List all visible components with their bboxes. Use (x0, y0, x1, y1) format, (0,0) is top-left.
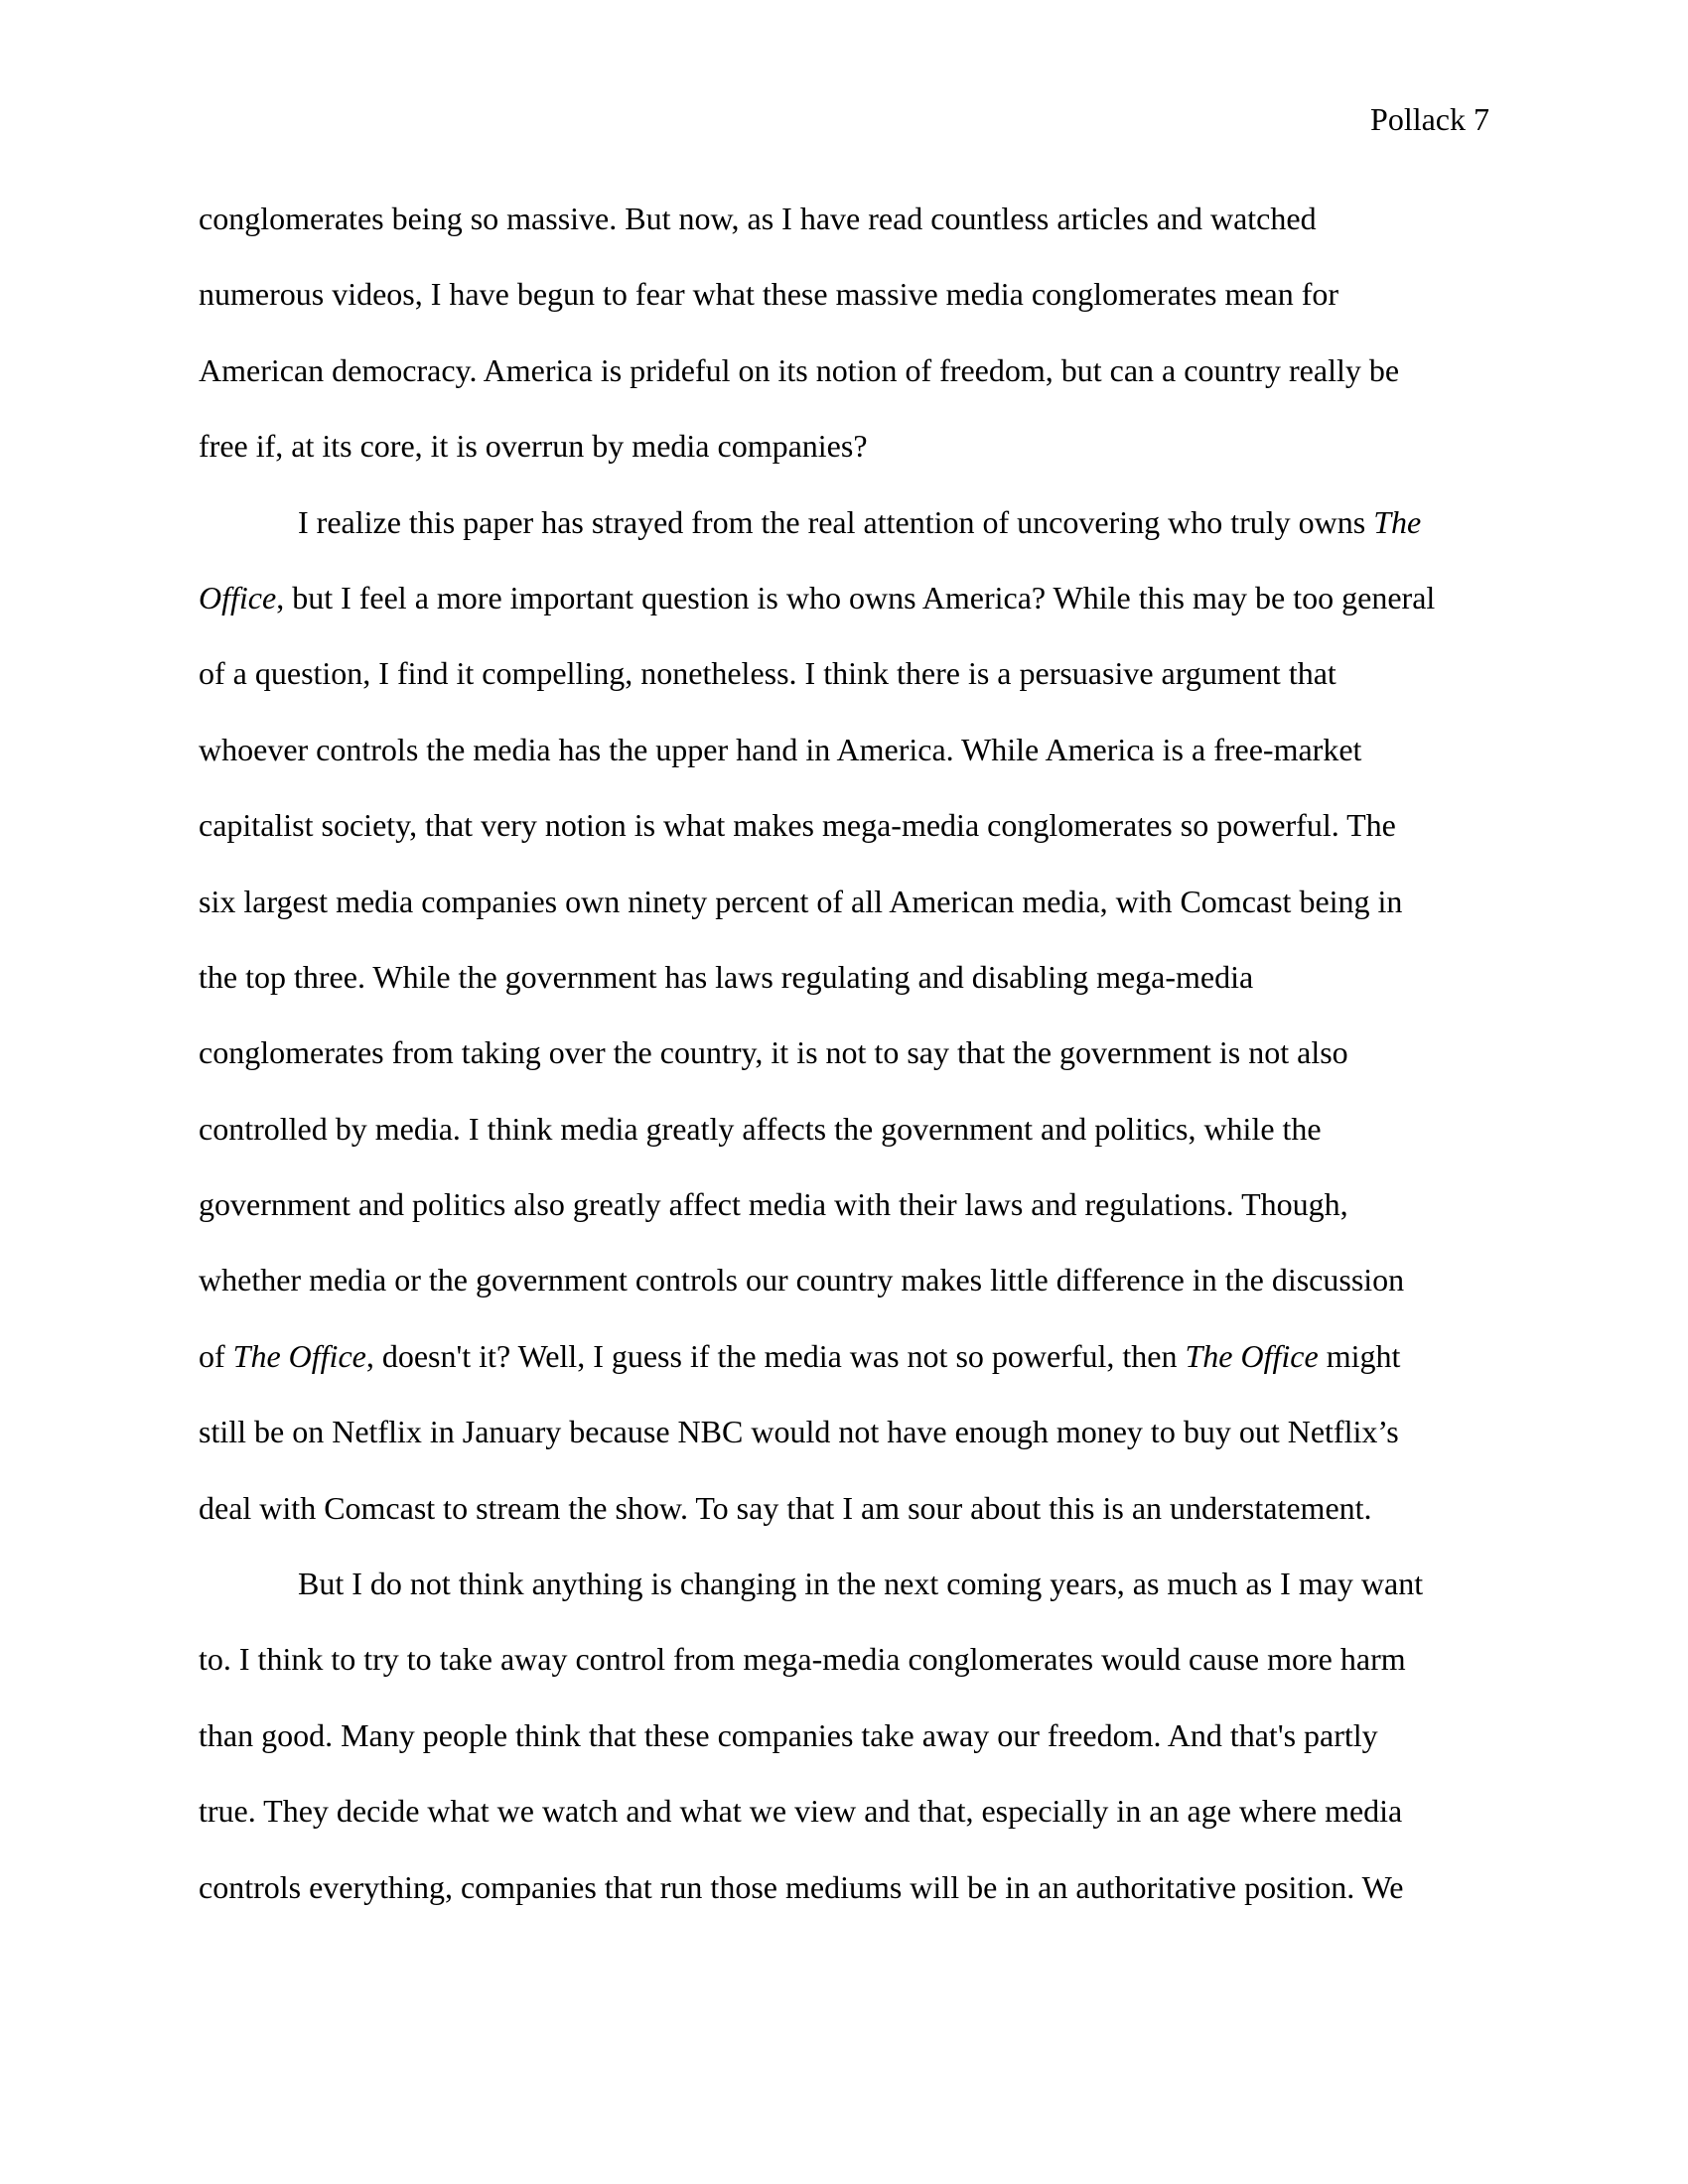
text-line (199, 805, 1489, 881)
text-line (199, 426, 1489, 501)
body-text (199, 199, 1489, 1943)
text-line (199, 274, 1489, 349)
text-line (199, 1867, 1489, 1943)
text-segment: controls everything, companies that run those mediums will be in an authoritative position. We (199, 1868, 1404, 1905)
text-line (199, 882, 1489, 957)
text-line (199, 1715, 1489, 1791)
paragraph-start-line (199, 1564, 1489, 1639)
text-segment: controlled by media. I think media greatly affects the government and politics, while the (199, 1110, 1322, 1147)
text-segment: to. I think to try to take away control from mega-media conglomerates would cause more harm (199, 1641, 1406, 1678)
paragraph-start-line (199, 502, 1489, 578)
text-line (199, 957, 1489, 1032)
text-segment: I realize this paper has strayed from the real attention of uncovering who truly owns (298, 503, 1374, 540)
text-segment: American democracy. America is prideful on its notion of freedom, but can a country really be (199, 351, 1400, 388)
text-line (199, 1109, 1489, 1184)
text-segment: than good. Many people think that these companies take away our freedom. And that's partly (199, 1716, 1378, 1753)
text-segment: deal with Comcast to stream the show. To say that I am sour about this is an understatement. (199, 1489, 1372, 1526)
text-line (199, 730, 1489, 805)
text-line (199, 578, 1489, 653)
text-line (199, 1488, 1489, 1564)
text-line (199, 199, 1489, 274)
italic-title: Office (199, 579, 277, 615)
text-segment: , doesn't it? Well, I guess if the media was not so powerful, then (365, 1337, 1186, 1374)
text-line (199, 653, 1489, 729)
text-segment: the top three. While the government has laws regulating and disabling mega-media (199, 958, 1254, 995)
text-line (199, 1260, 1489, 1335)
text-line (199, 1336, 1489, 1412)
text-line (199, 1791, 1489, 1866)
text-line (199, 1032, 1489, 1108)
text-line (199, 1412, 1489, 1487)
text-segment: of a question, I find it compelling, nonetheless. I think there is a persuasive argument that (199, 655, 1336, 692)
text-segment: conglomerates being so massive. But now, as I have read countless articles and watched (199, 201, 1317, 236)
text-segment: government and politics also greatly affect media with their laws and regulations. Though, (199, 1186, 1348, 1223)
italic-title: The Office (232, 1337, 366, 1374)
text-line (199, 1184, 1489, 1260)
text-segment: conglomerates from taking over the country, it is not to say that the government is not also (199, 1034, 1348, 1071)
text-segment: six largest media companies own ninety percent of all American media, with Comcast being in (199, 883, 1403, 919)
text-segment: might (1318, 1337, 1401, 1374)
text-segment: whoever controls the media has the upper hand in America. While America is a free-market (199, 731, 1362, 767)
text-segment: still be on Netflix in January because NBC would not have enough money to buy out Netflix’s (199, 1414, 1399, 1450)
text-segment: numerous videos, I have begun to fear what these massive media conglomerates mean for (199, 276, 1339, 313)
text-segment: capitalist society, that very notion is what makes mega-media conglomerates so powerful. The (199, 807, 1396, 844)
italic-title: The (1373, 503, 1422, 540)
text-segment: But I do not think anything is changing in the next coming years, as much as I may want (298, 1566, 1424, 1602)
text-segment: whether media or the government controls our country makes little difference in the discussion (199, 1262, 1405, 1298)
text-line (199, 350, 1489, 426)
text-segment: , but I feel a more important question is who owns America? While this may be too general (276, 579, 1436, 615)
text-line (199, 1639, 1489, 1714)
text-segment: true. They decide what we watch and what we view and that, especially in an age where media (199, 1793, 1403, 1830)
text-segment: of (199, 1337, 233, 1374)
running-head: Pollack 7 (1370, 101, 1489, 137)
text-segment: free if, at its core, it is overrun by media companies? (199, 428, 868, 465)
italic-title: The Office (1185, 1337, 1319, 1374)
